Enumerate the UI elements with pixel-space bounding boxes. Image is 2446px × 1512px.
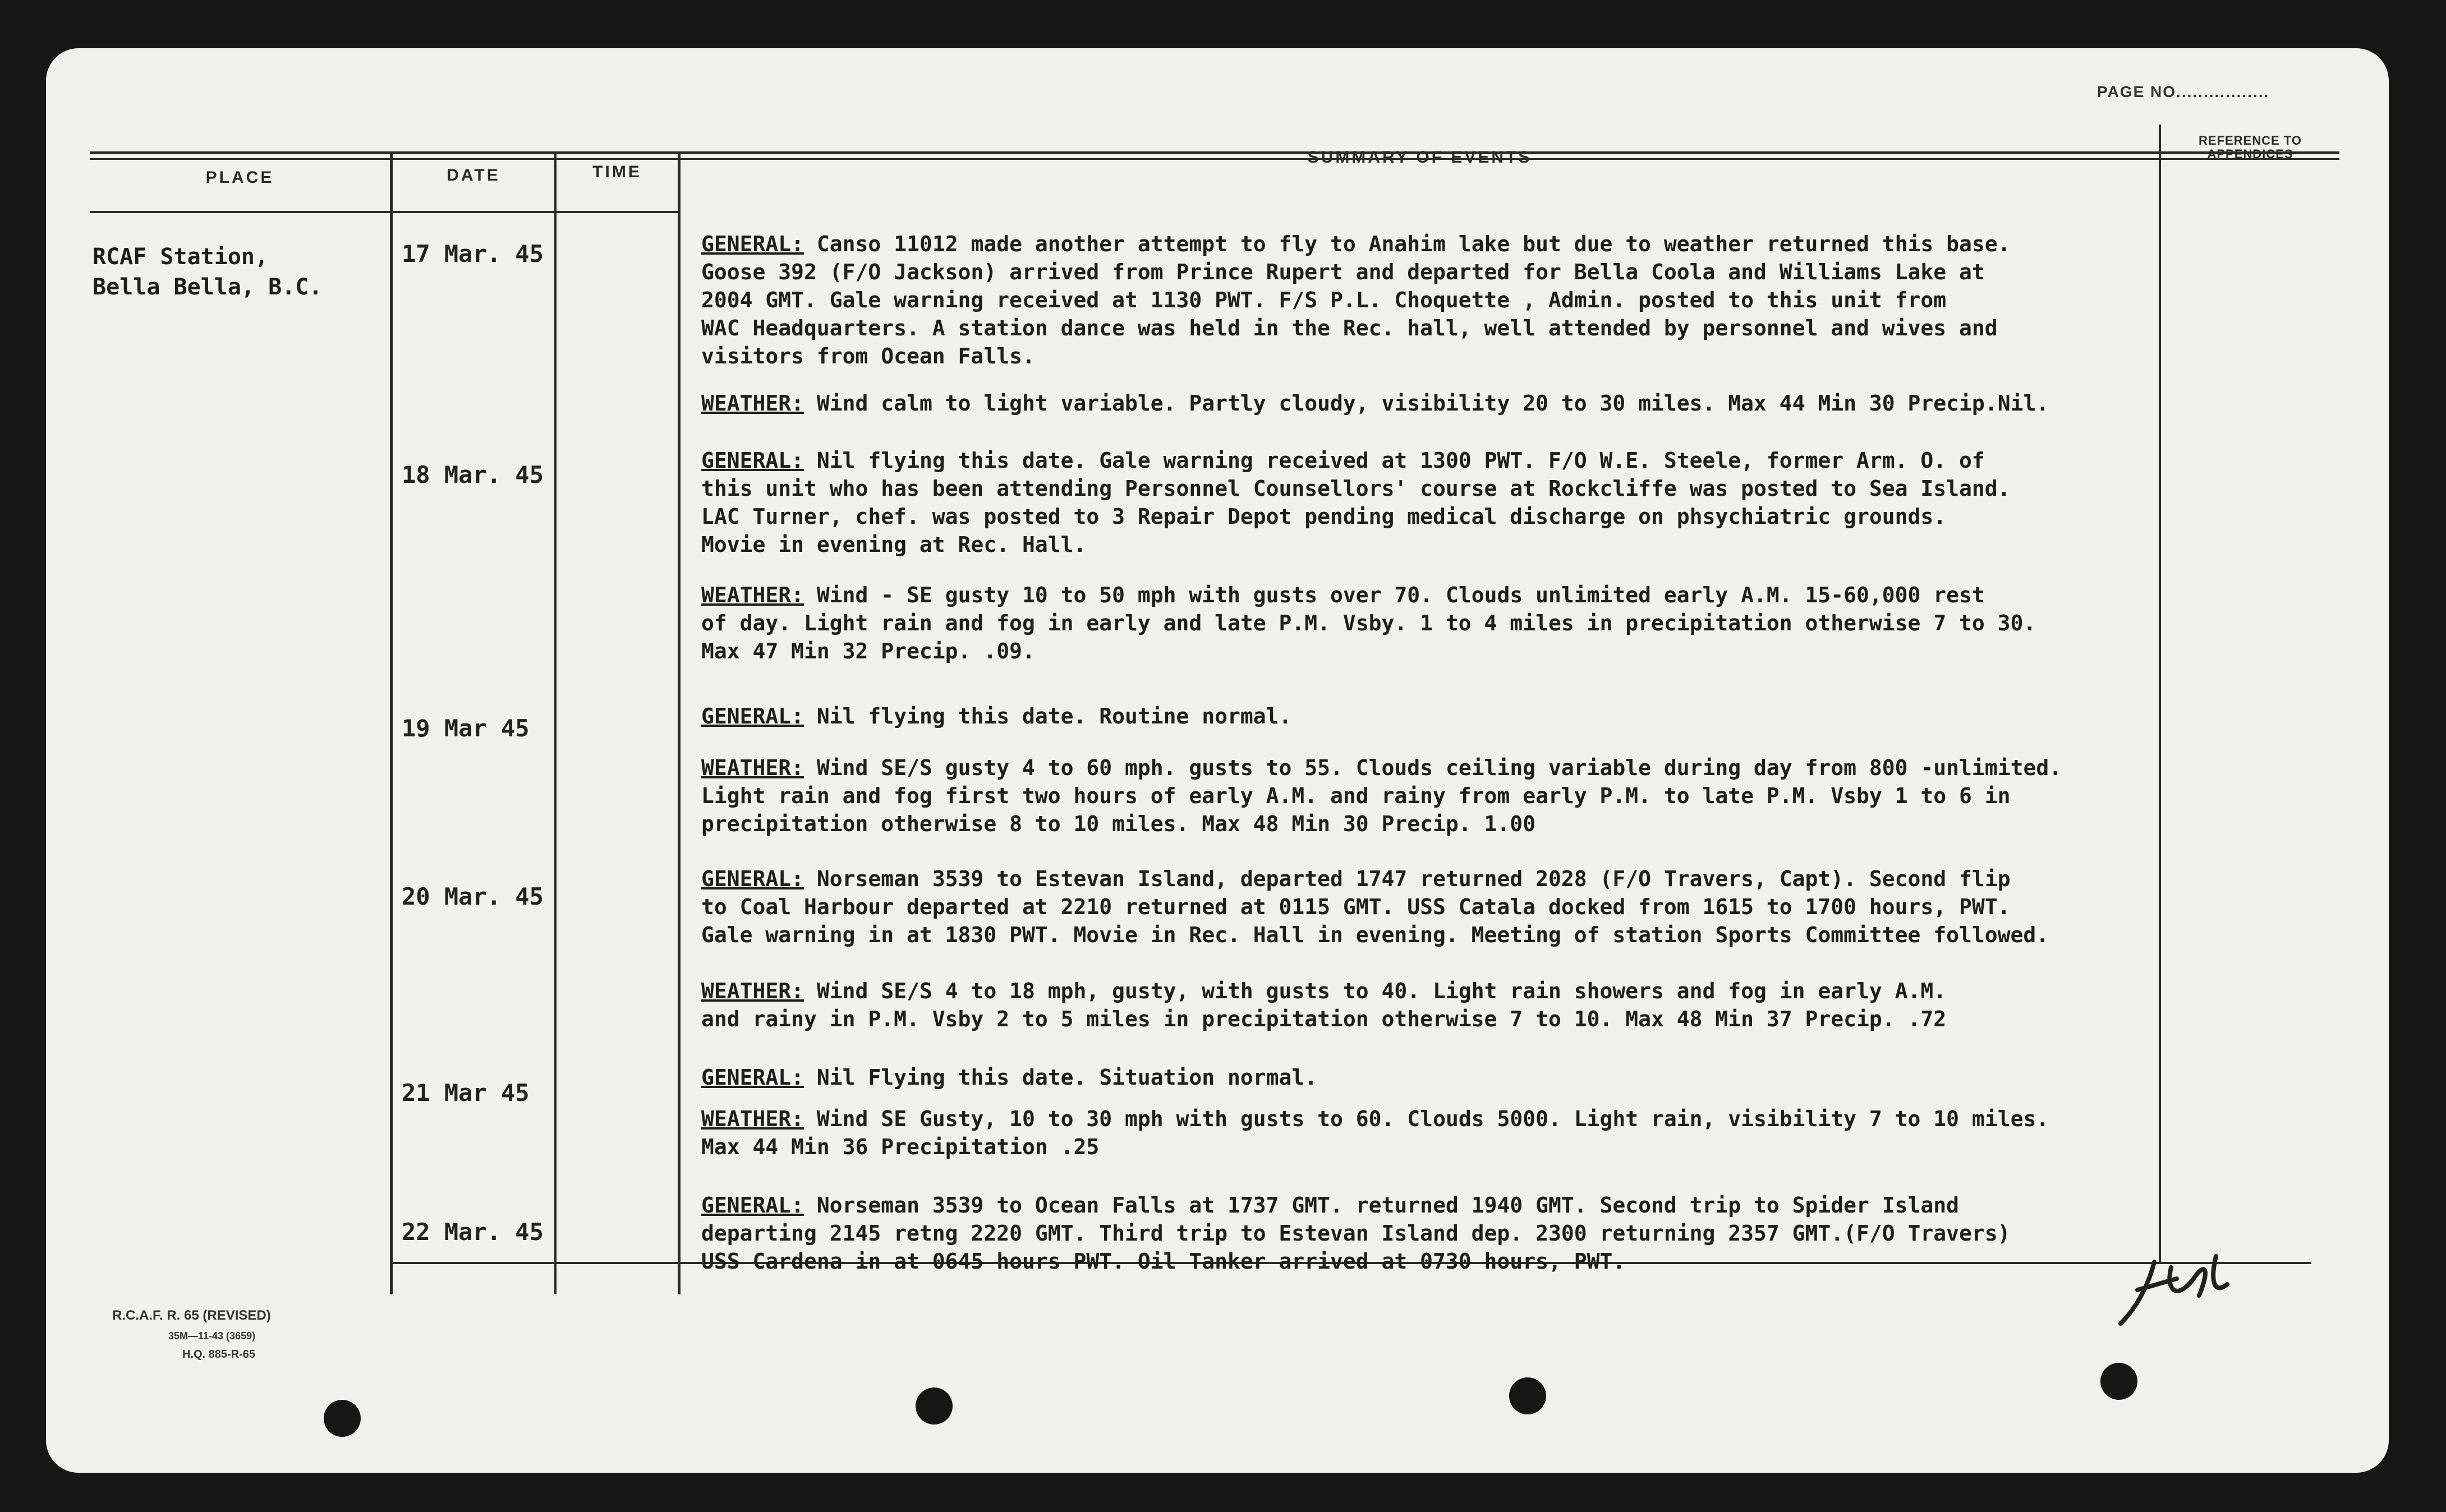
place-header: PLACE — [205, 168, 274, 187]
entry-line: WEATHER: Wind SE/S gusty 4 to 60 mph. gusts to 55. Clouds ceiling variable during day from 800 -unlimited. — [701, 755, 2062, 780]
date-entry: 19 Mar 45 — [402, 714, 530, 742]
entry-label: WEATHER: — [701, 391, 804, 416]
entry-line: GENERAL: Norseman 3539 to Estevan Island, departed 1747 returned 2028 (F/O Travers, Capt). Second flip — [701, 866, 2011, 891]
entry-line: WEATHER: Wind SE/S 4 to 18 mph, gusty, with gusts to 40. Light rain showers and fog in early A.M. — [701, 979, 1947, 1003]
entry-line: Movie in evening at Rec. Hall. — [701, 532, 1087, 557]
entry-line: GENERAL: Nil flying this date. Routine normal. — [701, 704, 1292, 729]
weather-entry-21mar — [701, 1105, 2250, 1161]
weather-entry-17mar — [701, 389, 2250, 417]
entry-label: WEATHER: — [701, 583, 804, 607]
entry-label: WEATHER: — [701, 755, 804, 780]
general-entry-22mar — [701, 1191, 2250, 1275]
entry-line: visitors from Ocean Falls. — [701, 344, 1035, 368]
general-entry-17mar — [701, 230, 2250, 370]
entry-label: GENERAL: — [701, 1065, 804, 1090]
entry-line: Light rain and fog first two hours of early A.M. and rainy from early P.M. to late P.M. Vsby 1 to 6 in — [701, 783, 2011, 808]
reference-header-line1: REFERENCE TO — [2199, 133, 2302, 147]
weather-entry-20mar — [701, 977, 2250, 1033]
weather-entry-19mar — [701, 754, 2250, 838]
general-entry-21mar — [701, 1063, 2250, 1091]
entry-line: Goose 392 (F/O Jackson) arrived from Prince Rupert and departed for Bella Coola and Williams Lake at — [701, 260, 1985, 284]
entry-line: GENERAL: Nil flying this date. Gale warning received at 1300 PWT. F/O W.E. Steele, former Arm. O. of — [701, 448, 1985, 473]
entry-line: to Coal Harbour departed at 2210 returned at 0115 GMT. USS Catala docked from 1615 to 1700 hours, PWT. — [701, 895, 2011, 919]
place-line-1: RCAF Station, — [93, 244, 269, 270]
entry-label: GENERAL: — [701, 232, 804, 256]
entry-line: WEATHER: Wind SE Gusty, 10 to 30 mph with gusts to 60. Clouds 5000. Light rain, visibility 7 to 10 miles. — [701, 1107, 2049, 1131]
entry-line: this unit who has been attending Personnel Counsellors' course at Rockcliffe was posted to Sea Island. — [701, 476, 2011, 501]
entry-line: departing 2145 retng 2220 GMT. Third trip to Estevan Island dep. 2300 returning 2357 GMT.(F/O Travers) — [701, 1221, 2011, 1246]
entry-line: of day. Light rain and fog in early and late P.M. Vsby. 1 to 4 miles in precipitation otherwise 7 to 30. — [701, 611, 2036, 635]
general-entry-19mar — [701, 702, 2250, 730]
general-entry-18mar — [701, 446, 2250, 559]
date-entry: 21 Mar 45 — [402, 1079, 530, 1107]
time-summary-divider — [678, 153, 681, 1294]
entry-label: GENERAL: — [701, 1193, 804, 1218]
print-line: 35M—11-43 (3659) — [168, 1330, 256, 1342]
date-header: DATE — [447, 166, 500, 185]
entry-label: WEATHER: — [701, 979, 804, 1003]
date-entry: 17 Mar. 45 — [402, 240, 544, 268]
general-entry-20mar — [701, 865, 2250, 949]
entry-line: WAC Headquarters. A station dance was held in the Rec. hall, well attended by personnel and wives and — [701, 316, 1998, 340]
punch-hole — [324, 1400, 361, 1437]
entry-label: GENERAL: — [701, 448, 804, 473]
entry-line: WEATHER: Wind calm to light variable. Partly cloudy, visibility 20 to 30 miles. Max 44 Min 30 Precip.Nil. — [701, 391, 2049, 416]
summary-header: SUMMARY OF EVENTS — [1307, 148, 1532, 167]
date-entry: 18 Mar. 45 — [402, 461, 544, 488]
signature-mark — [2115, 1245, 2250, 1335]
entry-line: LAC Turner, chef. was posted to 3 Repair Depot pending medical discharge on phsychiatric grounds. — [701, 504, 1947, 529]
entry-line: WEATHER: Wind - SE gusty 10 to 50 mph with gusts over 70. Clouds unlimited early A.M. 15-60,000 rest — [701, 583, 1985, 607]
entry-line: GENERAL: Norseman 3539 to Ocean Falls at 1737 GMT. returned 1940 GMT. Second trip to Spider Island — [701, 1193, 1960, 1218]
entry-line: precipitation otherwise 8 to 10 miles. Max 48 Min 30 Precip. 1.00 — [701, 812, 1536, 836]
entry-line: 2004 GMT. Gale warning received at 1130 PWT. F/S P.L. Choquette , Admin. posted to this unit from — [701, 288, 1947, 312]
page-number-label: PAGE NO................. — [2097, 83, 2270, 100]
punch-hole — [1509, 1377, 1546, 1414]
entry-line: Gale warning in at 1830 PWT. Movie in Rec. Hall in evening. Meeting of station Sports Committee followed. — [701, 923, 2049, 947]
punch-hole — [2100, 1363, 2137, 1400]
hq-number: H.Q. 885-R-65 — [182, 1348, 256, 1361]
entry-line: and rainy in P.M. Vsby 2 to 5 miles in precipitation otherwise 7 to 10. Max 48 Min 37 Precip. .72 — [701, 1007, 1947, 1031]
entry-line: GENERAL: Canso 11012 made another attempt to fly to Anahim lake but due to weather returned this base. — [701, 232, 2011, 256]
entry-label: GENERAL: — [701, 866, 804, 891]
date-entry: 22 Mar. 45 — [402, 1218, 544, 1246]
weather-entry-18mar — [701, 581, 2250, 665]
reference-header-line2: APPENDICES — [2207, 147, 2293, 161]
date-entry: 20 Mar. 45 — [402, 883, 544, 910]
entry-line: Max 44 Min 36 Precipitation .25 — [701, 1135, 1100, 1159]
entry-label: GENERAL: — [701, 704, 804, 729]
place-date-divider — [390, 153, 393, 1294]
entry-label: WEATHER: — [701, 1107, 804, 1131]
date-time-divider — [554, 153, 557, 1294]
entry-line: USS Cardena in at 0645 hours PWT. Oil Tanker arrived at 0730 hours, PWT. — [701, 1249, 1626, 1274]
punch-hole — [916, 1387, 953, 1425]
place-line-2: Bella Bella, B.C. — [93, 274, 323, 300]
time-header: TIME — [592, 163, 642, 181]
entry-line: Max 47 Min 32 Precip. .09. — [701, 639, 1035, 663]
header-bottom-rule — [90, 211, 679, 213]
entry-line: GENERAL: Nil Flying this date. Situation normal. — [701, 1065, 1318, 1090]
form-number: R.C.A.F. R. 65 (REVISED) — [112, 1308, 271, 1323]
